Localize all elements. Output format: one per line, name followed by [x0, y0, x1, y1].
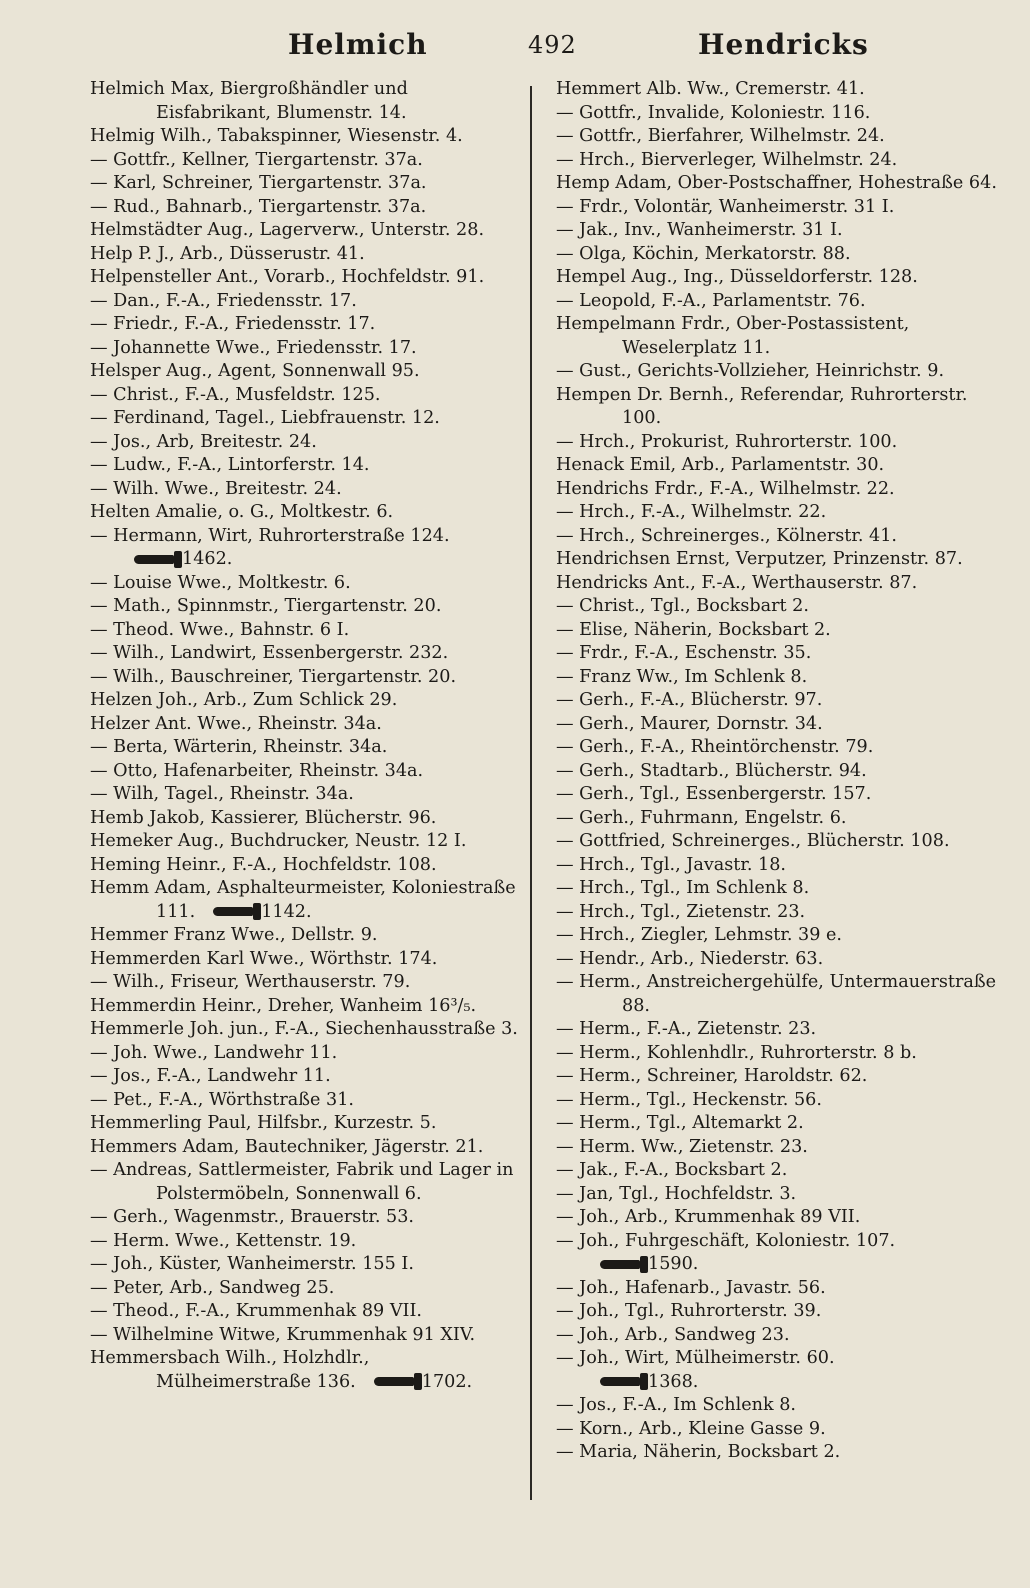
entry-text: — Peter, Arb., Sandweg 25.: [90, 1277, 335, 1298]
telephone-icon: [600, 1377, 640, 1386]
left-column: [90, 78, 526, 1394]
directory-entry: [556, 1441, 1006, 1465]
directory-entry: [556, 1183, 1006, 1207]
header-left-keyword: Helmich: [288, 28, 428, 61]
directory-entry: [90, 1136, 526, 1160]
entry-text: — Christ., F.-A., Musfeldstr. 125.: [90, 384, 381, 405]
entry-text: Hemb Jakob, Kassierer, Blücherstr. 96.: [90, 807, 437, 828]
entry-text: — Jos., F.-A., Landwehr 11.: [90, 1066, 331, 1086]
entry-text: Hendrichs Frdr., F.-A., Wilhelmstr. 22.: [556, 478, 895, 499]
directory-entry: [90, 1018, 526, 1042]
entry-text: — Pet., F.-A., Wörthstraße 31.: [90, 1089, 355, 1110]
entry-text: — Berta, Wärterin, Rheinstr. 34a.: [90, 737, 388, 757]
directory-entry: [90, 431, 526, 455]
directory-entry: [556, 290, 1006, 314]
entry-text: — Theod. Wwe., Bahnstr. 6 I.: [90, 619, 350, 640]
entry-text: Hemmers Adam, Bautechniker, Jägerstr. 21.: [90, 1136, 484, 1157]
directory-entry: [556, 384, 1006, 431]
entry-text: — Hrch., F.-A., Wilhelmstr. 22.: [556, 502, 827, 522]
entry-text: — Ferdinand, Tagel., Liebfrauenstr. 12.: [90, 408, 440, 428]
entry-text: — Math., Spinnmstr., Tiergartenstr. 20.: [90, 596, 442, 616]
directory-entry: [556, 501, 1006, 525]
entry-text: — Herm., F.-A., Zietenstr. 23.: [556, 1019, 817, 1039]
directory-entry: [556, 478, 1006, 502]
entry-text: — Herm., Schreiner, Haroldstr. 62.: [556, 1066, 868, 1086]
phone-number: 1702.: [421, 1371, 473, 1392]
entry-text: Hemeker Aug., Buchdrucker, Neustr. 12 I.: [90, 831, 467, 851]
directory-entry: [556, 1324, 1006, 1348]
entry-text: — Karl, Schreiner, Tiergartenstr. 37a.: [90, 173, 427, 193]
entry-text: Henack Emil, Arb., Parlamentstr. 30.: [556, 455, 885, 475]
directory-entry: [90, 736, 526, 760]
entry-text: Helsper Aug., Agent, Sonnenwall 95.: [90, 361, 420, 381]
directory-entry: [90, 689, 526, 713]
directory-entry: [556, 1136, 1006, 1160]
telephone-icon: [213, 907, 253, 916]
right-column: [556, 78, 1006, 1465]
entry-text: — Hermann, Wirt, Ruhrorterstraße 124.: [90, 525, 450, 546]
directory-entry: [556, 149, 1006, 173]
entry-text: — Wilh., Bauschreiner, Tiergartenstr. 20.: [90, 666, 457, 687]
directory-entry: [556, 1253, 1006, 1277]
directory-entry: [90, 1206, 526, 1230]
entry-text: — Frdr., F.-A., Eschenstr. 35.: [556, 643, 812, 663]
directory-entry: [556, 1277, 1006, 1301]
entry-text: — Wilh., Landwirt, Essenbergerstr. 232.: [90, 643, 449, 663]
directory-entry: [90, 1347, 526, 1394]
directory-entry: [90, 783, 526, 807]
entry-text: — Christ., Tgl., Bocksbart 2.: [556, 596, 809, 616]
entry-text: Hempel Aug., Ing., Düsseldorferstr. 128.: [556, 267, 918, 287]
entry-text: — Herm., Kohlenhdlr., Ruhrorterstr. 8 b.: [556, 1042, 917, 1063]
directory-entry: [556, 1065, 1006, 1089]
entry-text: — Jos., F.-A., Im Schlenk 8.: [556, 1395, 796, 1415]
directory-entry: [90, 407, 526, 431]
entry-text: — Gerh., F.-A., Blücherstr. 97.: [556, 690, 823, 710]
directory-entry: [556, 689, 1006, 713]
directory-entry: [556, 431, 1006, 455]
directory-entry: [90, 290, 526, 314]
directory-entry: [556, 243, 1006, 267]
entry-text: — Jak., Inv., Wanheimerstr. 31 I.: [556, 220, 843, 240]
directory-entry: [90, 1159, 526, 1206]
entry-text: Helten Amalie, o. G., Moltkestr. 6.: [90, 502, 394, 522]
entry-text: — Ludw., F.-A., Lintorferstr. 14.: [90, 455, 370, 475]
entry-text: Hemmert Alb. Ww., Cremerstr. 41.: [556, 79, 865, 99]
entry-text: Heming Heinr., F.-A., Hochfeldstr. 108.: [90, 854, 437, 875]
directory-entry: [90, 572, 526, 596]
directory-entry: [556, 572, 1006, 596]
entry-text: — Friedr., F.-A., Friedensstr. 17.: [90, 314, 376, 334]
directory-entry: [556, 196, 1006, 220]
telephone-icon: [374, 1377, 414, 1386]
directory-entry: [556, 783, 1006, 807]
directory-entry: [556, 1300, 1006, 1324]
directory-entry: [90, 78, 526, 125]
directory-entry: [90, 548, 526, 572]
directory-entry: [556, 102, 1006, 126]
directory-entry: [556, 1371, 1006, 1395]
directory-entry: [556, 1112, 1006, 1136]
entry-text: — Joh., Fuhrgeschäft, Koloniestr. 107.: [556, 1230, 896, 1251]
directory-entry: [556, 78, 1006, 102]
directory-entry: [556, 713, 1006, 737]
directory-entry: [556, 1018, 1006, 1042]
entry-text: Helzer Ant. Wwe., Rheinstr. 34a.: [90, 713, 382, 734]
directory-entry: [556, 1159, 1006, 1183]
entry-text: — Johannette Wwe., Friedensstr. 17.: [90, 337, 417, 358]
entry-text: — Herm., Anstreichergehülfe, Untermauerstraße 88.: [556, 972, 997, 1016]
entry-text: — Herm., Tgl., Altemarkt 2.: [556, 1113, 804, 1133]
entry-text: Hempen Dr. Bernh., Referendar, Ruhrorterstr. 100.: [556, 384, 968, 428]
phone-number: 1142.: [261, 901, 312, 922]
directory-entry: [90, 807, 526, 831]
directory-entry: [90, 1300, 526, 1324]
directory-entry: [556, 1230, 1006, 1254]
directory-entry: [556, 948, 1006, 972]
entry-text: — Leopold, F.-A., Parlamentstr. 76.: [556, 290, 866, 311]
directory-entry: [90, 219, 526, 243]
directory-entry: [90, 243, 526, 267]
entry-text: Hemp Adam, Ober-Postschaffner, Hohestraße 64.: [556, 173, 997, 193]
entry-text: — Gottfr., Kellner, Tiergartenstr. 37a.: [90, 149, 423, 170]
entry-text: — Jan, Tgl., Hochfeldstr. 3.: [556, 1183, 797, 1204]
entry-text: — Hrch., Schreinerges., Kölnerstr. 41.: [556, 525, 898, 546]
entry-text: Hemmersbach Wilh., Holzhdlr., Mülheimerstraße 136.: [90, 1348, 370, 1392]
entry-text: — Otto, Hafenarbeiter, Rheinstr. 34a.: [90, 760, 424, 781]
header-right-keyword: Hendricks: [698, 28, 869, 61]
entry-text: — Gerh., Maurer, Dornstr. 34.: [556, 713, 823, 734]
entry-text: Hemmerling Paul, Hilfsbr., Kurzestr. 5.: [90, 1113, 437, 1133]
directory-entry: [556, 666, 1006, 690]
entry-text: — Joh., Hafenarb., Javastr. 56.: [556, 1277, 826, 1298]
entry-text: Helzen Joh., Arb., Zum Schlick 29.: [90, 690, 398, 710]
entry-text: Hempelmann Frdr., Ober-Postassistent, Weselerplatz 11.: [556, 314, 910, 358]
directory-entry: [90, 1112, 526, 1136]
directory-entry: [90, 337, 526, 361]
phone-number: 1462.: [182, 549, 233, 569]
directory-entry: [556, 454, 1006, 478]
entry-text: — Wilhelmine Witwe, Krummenhak 91 XIV.: [90, 1324, 476, 1345]
entry-text: — Hrch., Tgl., Javastr. 18.: [556, 854, 787, 875]
directory-entry: [90, 619, 526, 643]
directory-entry: [556, 736, 1006, 760]
directory-entry: [556, 360, 1006, 384]
directory-entry: [556, 1042, 1006, 1066]
entry-text: Hendrichsen Ernst, Verputzer, Prinzenstr. 87.: [556, 549, 963, 569]
entry-text: — Andreas, Sattlermeister, Fabrik und Lager in Polstermöbeln, Sonnenwall 6.: [90, 1160, 514, 1204]
entry-text: Hemmerden Karl Wwe., Wörthstr. 174.: [90, 948, 438, 969]
directory-entry: [556, 619, 1006, 643]
directory-entry: [556, 901, 1006, 925]
directory-entry: [556, 642, 1006, 666]
entry-text: — Louise Wwe., Moltkestr. 6.: [90, 572, 351, 593]
entry-text: — Gerh., F.-A., Rheintörchenstr. 79.: [556, 737, 874, 757]
entry-text: — Theod., F.-A., Krummenhak 89 VII.: [90, 1301, 423, 1321]
directory-entry: [556, 1347, 1006, 1371]
entry-text: — Hrch., Prokurist, Ruhrorterstr. 100.: [556, 431, 898, 452]
directory-entry: [90, 384, 526, 408]
telephone-icon: [600, 1260, 640, 1269]
entry-text: — Joh., Wirt, Mülheimerstr. 60.: [556, 1348, 835, 1368]
column-divider: [530, 86, 532, 1500]
directory-entry: [556, 266, 1006, 290]
entry-text: — Rud., Bahnarb., Tiergartenstr. 37a.: [90, 196, 427, 217]
entry-text: — Frdr., Volontär, Wanheimerstr. 31 I.: [556, 196, 895, 217]
directory-entry: [556, 877, 1006, 901]
entry-text: — Franz Ww., Im Schlenk 8.: [556, 666, 808, 687]
directory-entry: [556, 1206, 1006, 1230]
directory-entry: [90, 360, 526, 384]
directory-entry: [90, 713, 526, 737]
directory-entry: [90, 266, 526, 290]
entry-text: Help P. J., Arb., Düsserustr. 41.: [90, 243, 365, 264]
directory-entry: [90, 877, 526, 924]
entry-text: — Joh., Tgl., Ruhrorterstr. 39.: [556, 1301, 822, 1321]
directory-entry: [90, 125, 526, 149]
directory-entry: [556, 219, 1006, 243]
entry-text: — Maria, Näherin, Bocksbart 2.: [556, 1442, 841, 1462]
phone-number: 1590.: [648, 1254, 699, 1274]
entry-text: — Gottfr., Bierfahrer, Wilhelmstr. 24.: [556, 126, 885, 146]
directory-entry: [556, 924, 1006, 948]
entry-text: — Hrch., Tgl., Zietenstr. 23.: [556, 901, 806, 922]
entry-text: — Hrch., Bierverleger, Wilhelmstr. 24.: [556, 149, 898, 170]
page-number: 492: [528, 31, 577, 59]
entry-text: — Dan., F.-A., Friedensstr. 17.: [90, 290, 357, 311]
entry-text: — Hrch., Ziegler, Lehmstr. 39 e.: [556, 925, 842, 945]
entry-text: — Olga, Köchin, Merkatorstr. 88.: [556, 243, 851, 264]
directory-entry: [90, 1042, 526, 1066]
directory-entry: [90, 454, 526, 478]
directory-entry: [90, 760, 526, 784]
directory-entry: [556, 1089, 1006, 1113]
directory-entry: [90, 1230, 526, 1254]
entry-text: — Joh., Küster, Wanheimerstr. 155 I.: [90, 1254, 414, 1274]
entry-text: — Gerh., Stadtarb., Blücherstr. 94.: [556, 760, 867, 781]
entry-text: — Joh., Arb., Krummenhak 89 VII.: [556, 1207, 861, 1227]
entry-text: — Joh., Arb., Sandweg 23.: [556, 1324, 790, 1345]
entry-text: — Wilh. Wwe., Breitestr. 24.: [90, 478, 342, 499]
entry-text: — Jos., Arb, Breitestr. 24.: [90, 431, 317, 452]
entry-text: Hemm Adam, Asphalteurmeister, Koloniestraße 111.: [90, 878, 516, 922]
directory-entry: [90, 1277, 526, 1301]
entry-text: — Gottfr., Invalide, Koloniestr. 116.: [556, 102, 871, 123]
directory-entry: [556, 854, 1006, 878]
entry-text: Hemmer Franz Wwe., Dellstr. 9.: [90, 925, 378, 945]
entry-text: Helpensteller Ant., Vorarb., Hochfeldstr. 91.: [90, 267, 485, 287]
directory-entry: [90, 149, 526, 173]
entry-text: Helmich Max, Biergroßhändler und Eisfabrikant, Blumenstr. 14.: [90, 79, 408, 123]
directory-entry: [90, 525, 526, 549]
directory-entry: [556, 830, 1006, 854]
directory-entry: [556, 313, 1006, 360]
directory-entry: [90, 924, 526, 948]
directory-entry: [556, 1394, 1006, 1418]
entry-text: — Herm., Tgl., Heckenstr. 56.: [556, 1089, 822, 1110]
entry-text: — Herm. Wwe., Kettenstr. 19.: [90, 1230, 357, 1251]
entry-text: — Hrch., Tgl., Im Schlenk 8.: [556, 878, 810, 898]
entry-text: — Wilh., Friseur, Werthauserstr. 79.: [90, 972, 411, 992]
entry-text: — Gerh., Fuhrmann, Engelstr. 6.: [556, 807, 847, 828]
directory-entry: [90, 1089, 526, 1113]
entry-text: Helmstädter Aug., Lagerverw., Unterstr. 28.: [90, 220, 485, 240]
directory-entry: [90, 501, 526, 525]
entry-text: — Gerh., Wagenmstr., Brauerstr. 53.: [90, 1207, 414, 1227]
entry-text: Helmig Wilh., Tabakspinner, Wiesenstr. 4.: [90, 126, 463, 146]
directory-entry: [90, 595, 526, 619]
directory-entry: [90, 642, 526, 666]
directory-entry: [90, 995, 526, 1019]
directory-entry: [556, 548, 1006, 572]
entry-text: Hendricks Ant., F.-A., Werthauserstr. 87.: [556, 572, 918, 593]
phone-number: 1368.: [648, 1371, 699, 1392]
entry-text: — Joh. Wwe., Landwehr 11.: [90, 1042, 338, 1063]
directory-entry: [90, 948, 526, 972]
directory-entry: [556, 760, 1006, 784]
directory-entry: [90, 830, 526, 854]
entry-text: — Jak., F.-A., Bocksbart 2.: [556, 1160, 788, 1180]
directory-entry: [90, 478, 526, 502]
entry-text: — Gottfried, Schreinerges., Blücherstr. 108.: [556, 831, 950, 851]
directory-entry: [90, 172, 526, 196]
directory-entry: [556, 1418, 1006, 1442]
directory-entry: [556, 125, 1006, 149]
directory-entry: [90, 666, 526, 690]
entry-text: Hemmerle Joh. jun., F.-A., Siechenhausstraße 3.: [90, 1019, 518, 1039]
entry-text: — Gerh., Tgl., Essenbergerstr. 157.: [556, 784, 872, 804]
entry-text: — Elise, Näherin, Bocksbart 2.: [556, 619, 831, 640]
directory-entry: [90, 1324, 526, 1348]
directory-entry: [90, 1065, 526, 1089]
directory-entry: [556, 525, 1006, 549]
directory-entry: [90, 196, 526, 220]
entry-text: — Wilh, Tagel., Rheinstr. 34a.: [90, 784, 354, 804]
entry-text: — Hendr., Arb., Niederstr. 63.: [556, 948, 824, 969]
entry-text: — Herm. Ww., Zietenstr. 23.: [556, 1136, 808, 1157]
directory-entry: [556, 595, 1006, 619]
directory-entry: [90, 313, 526, 337]
directory-entry: [90, 854, 526, 878]
telephone-icon: [134, 555, 174, 564]
directory-entry: [556, 971, 1006, 1018]
directory-entry: [90, 971, 526, 995]
entry-text: — Korn., Arb., Kleine Gasse 9.: [556, 1418, 826, 1439]
directory-entry: [556, 807, 1006, 831]
directory-entry: [90, 1253, 526, 1277]
entry-text: Hemmerdin Heinr., Dreher, Wanheim 16³/₅.: [90, 995, 477, 1016]
entry-text: — Gust., Gerichts-Vollzieher, Heinrichstr. 9.: [556, 361, 945, 381]
directory-entry: [556, 172, 1006, 196]
